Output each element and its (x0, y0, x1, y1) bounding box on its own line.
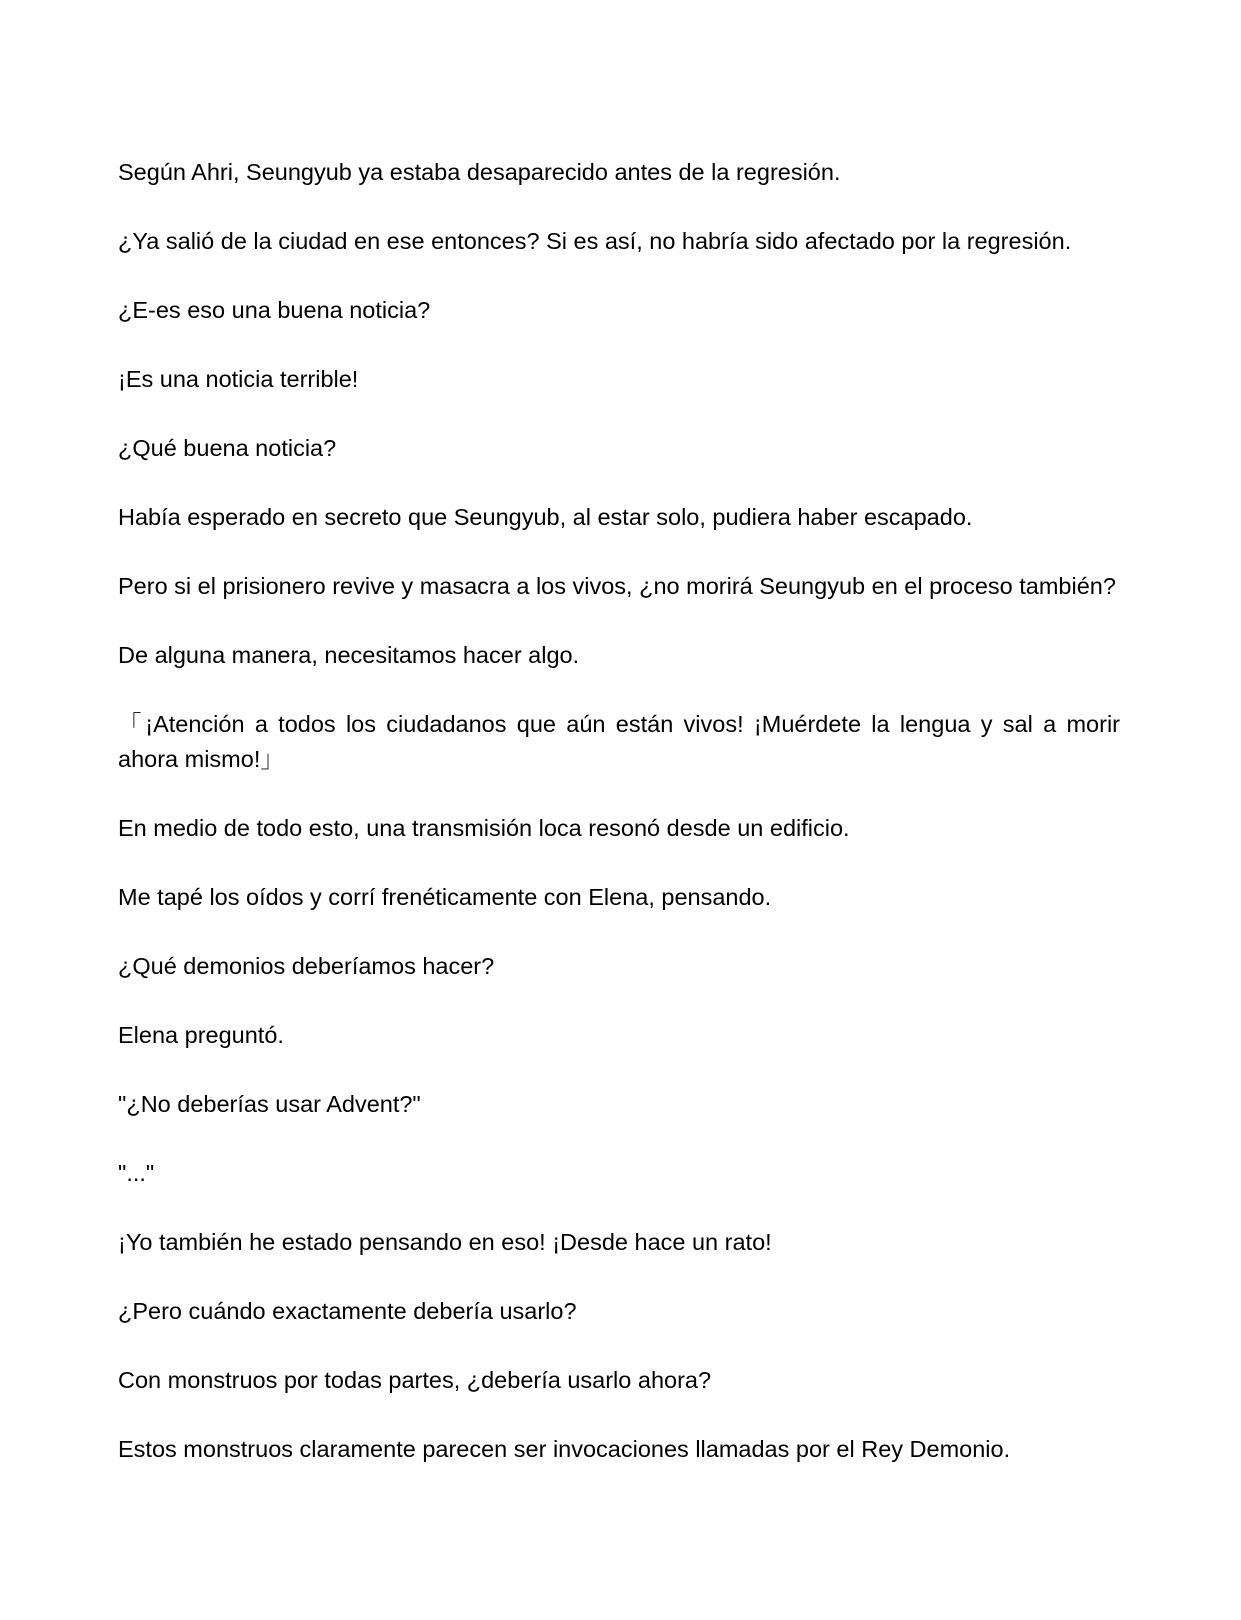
dialogue-line: "..." (118, 1160, 155, 1186)
paragraph: Según Ahri, Seungyub ya estaba desaparecido antes de la regresión. (118, 159, 841, 185)
paragraph: ¿Qué buena noticia? (118, 435, 337, 461)
paragraph: En medio de todo esto, una transmisión loca resonó desde un edificio. (118, 815, 850, 841)
broadcast-quote: 「¡Atención a todos los ciudadanos que aún están vivos! ¡Muérdete la lengua y sal a morir ahora mismo!」 (118, 711, 1120, 772)
paragraph: ¿Qué demonios deberíamos hacer? (118, 953, 495, 979)
dialogue-line: "¿No deberías usar Advent?" (118, 1091, 421, 1117)
paragraph: Elena preguntó. (118, 1022, 284, 1048)
paragraph: ¡Es una noticia terrible! (118, 366, 359, 392)
paragraph: Estos monstruos claramente parecen ser invocaciones llamadas por el Rey Demonio. (118, 1436, 1011, 1462)
paragraph: ¿Ya salió de la ciudad en ese entonces? Si es así, no habría sido afectado por la regresión. (118, 228, 1072, 254)
paragraph: Había esperado en secreto que Seungyub, al estar solo, pudiera haber escapado. (118, 504, 973, 530)
document-body (118, 155, 1120, 1467)
paragraph: Con monstruos por todas partes, ¿debería usarlo ahora? (118, 1367, 712, 1393)
paragraph: Me tapé los oídos y corrí frenéticamente con Elena, pensando. (118, 884, 772, 910)
paragraph: ¿E-es eso una buena noticia? (118, 297, 431, 323)
paragraph: ¡Yo también he estado pensando en eso! ¡Desde hace un rato! (118, 1229, 772, 1255)
paragraph: De alguna manera, necesitamos hacer algo. (118, 642, 580, 668)
paragraph: ¿Pero cuándo exactamente debería usarlo? (118, 1298, 577, 1324)
paragraph: Pero si el prisionero revive y masacra a los vivos, ¿no morirá Seungyub en el proceso también? (118, 573, 1116, 599)
